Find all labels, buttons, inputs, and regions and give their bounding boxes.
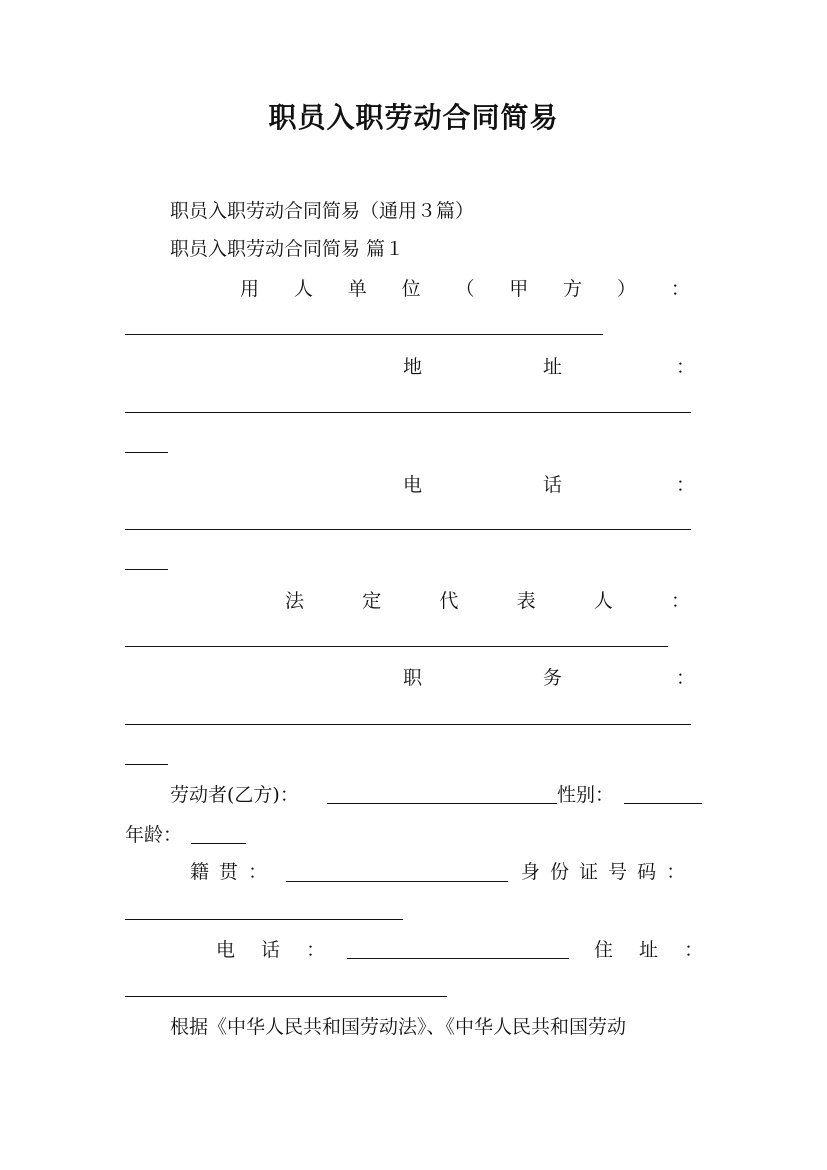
employer-char: 人	[293, 278, 313, 300]
legal-rep-char: 代	[439, 590, 459, 612]
phone-blank-tail	[125, 569, 168, 570]
phone-blank	[125, 529, 691, 530]
employer-char: 位	[401, 278, 421, 300]
legal-rep-char: 定	[362, 590, 382, 612]
gender-label: 性别：	[557, 784, 615, 806]
employer-char: ）	[617, 278, 637, 300]
worker-address-blank	[125, 996, 447, 997]
address-colon: ：	[676, 356, 696, 378]
age-blank	[191, 843, 246, 844]
employer-char: 单	[347, 278, 367, 300]
address-char: 址	[543, 356, 563, 378]
legal-rep-char: 人	[593, 590, 613, 612]
legal-rep-char: 表	[516, 590, 536, 612]
employer-blank	[125, 334, 603, 335]
worker-phone-label: 电 话 ：	[216, 939, 336, 961]
employer-char: ：	[670, 278, 690, 300]
address-blank	[125, 412, 691, 413]
legal-rep-char: ：	[670, 590, 690, 612]
address-blank-tail	[125, 452, 168, 453]
employer-char: 用	[240, 278, 260, 300]
worker-address-label: 住 址 ：	[594, 939, 714, 961]
legal-basis-text: 根据《中华人民共和国劳动法》、《中华人民共和国劳动	[170, 1016, 627, 1038]
document-title: 职员入职劳动合同简易	[268, 101, 559, 134]
employer-char: 甲	[509, 278, 529, 300]
worker-phone-blank	[347, 958, 569, 959]
worker-label: 劳动者(乙方)：	[170, 784, 299, 806]
legal-rep-blank	[125, 646, 668, 647]
document-subtitle: 职员入职劳动合同简易（通用３篇）	[170, 200, 475, 222]
employer-char: （	[455, 278, 475, 300]
position-char: 务	[543, 667, 563, 689]
origin-blank	[286, 881, 508, 882]
employer-char: 方	[563, 278, 583, 300]
phone-char: 话	[543, 474, 563, 496]
id-number-label: 身 份 证 号 码 ：	[521, 861, 688, 883]
gender-blank	[624, 803, 702, 804]
employer-label	[240, 277, 690, 301]
legal-rep-char: 法	[285, 590, 305, 612]
position-blank-tail	[125, 764, 168, 765]
worker-name-blank	[327, 803, 557, 804]
position-blank	[125, 724, 691, 725]
position-colon: ：	[676, 667, 696, 689]
phone-colon: ：	[676, 474, 696, 496]
origin-label: 籍 贯 ：	[190, 861, 270, 883]
phone-char: 电	[403, 474, 423, 496]
id-number-blank	[125, 919, 403, 920]
age-label: 年龄：	[125, 824, 183, 846]
position-char: 职	[403, 667, 423, 689]
address-char: 地	[403, 356, 423, 378]
section-heading: 职员入职劳动合同简易 篇１	[170, 238, 405, 260]
legal-rep-label	[285, 589, 690, 613]
